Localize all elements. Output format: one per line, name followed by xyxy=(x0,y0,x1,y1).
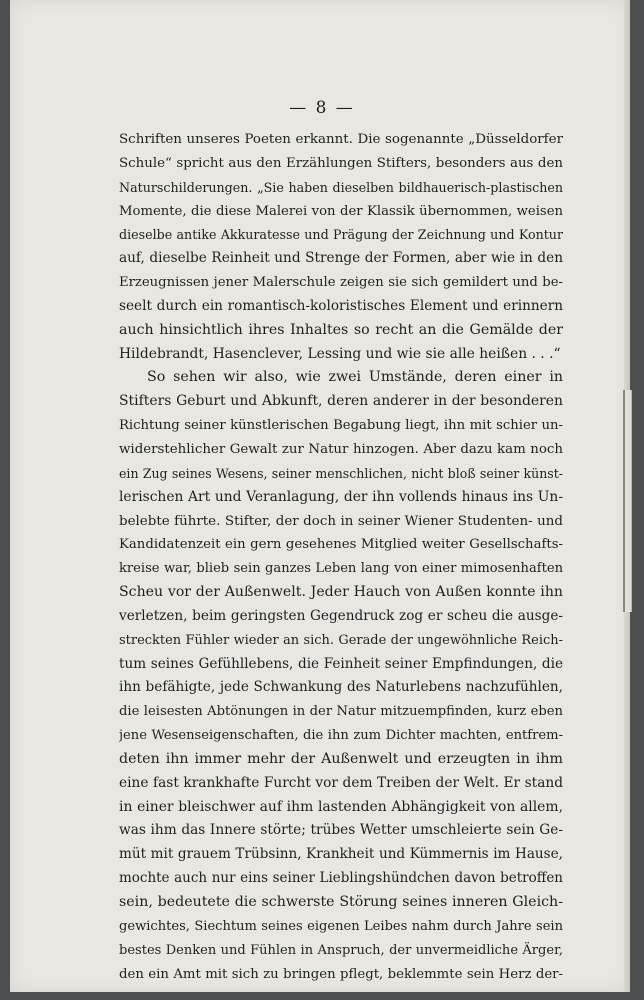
text-line: lerischen Art und Veranlagung, der ihn vollends hinaus ins Un- xyxy=(119,488,563,505)
text-line: kreise war, blieb sein ganzes Leben lang von einer mimosenhaften xyxy=(119,561,563,577)
text-line: Richtung seiner künstlerischen Begabung liegt, ihn mit schier un- xyxy=(119,418,563,434)
text-line: verletzen, beim geringsten Gegendruck zog er scheu die ausge- xyxy=(119,607,563,624)
text-line: auf, dieselbe Reinheit und Strenge der Formen, aber wie in den xyxy=(119,250,563,267)
text-line: So sehen wir also, wie zwei Umstände, deren einer in xyxy=(147,369,563,386)
text-line: sein, bedeutete die schwerste Störung seines inneren Gleich- xyxy=(119,894,563,910)
text-line: dieselbe antike Akkuratesse und Prägung der Zeichnung und Kontur xyxy=(119,227,563,243)
text-line: die leisesten Abtönungen in der Natur mitzuempfinden, kurz eben xyxy=(119,704,563,720)
text-line: Scheu vor der Außenwelt. Jeder Hauch von Außen konnte ihn xyxy=(119,584,563,601)
text-line: bestes Denken und Fühlen in Anspruch, der unvermeidliche Ärger, xyxy=(119,942,563,958)
page-number: — 8 — xyxy=(289,98,355,118)
text-line: Momente, die diese Malerei von der Klassik übernommen, weisen xyxy=(119,203,563,219)
text-line: mochte auch nur eins seiner Lieblingshündchen davon betroffen xyxy=(119,870,563,887)
text-line: Kandidatenzeit ein gern gesehenes Mitglied weiter Gesellschafts- xyxy=(119,537,563,553)
text-line: Schule“ spricht aus den Erzählungen Stifters, besonders aus den xyxy=(119,155,563,171)
text-line: gewichtes, Siechtum seines eigenen Leibes nahm durch Jahre sein xyxy=(119,918,563,934)
text-line: den ein Amt mit sich zu bringen pflegt, beklemmte sein Herz der- xyxy=(119,966,563,982)
text-line: ihn befähigte, jede Schwankung des Naturlebens nachzufühlen, xyxy=(119,679,563,696)
body-text xyxy=(119,128,563,986)
text-line: ein Zug seines Wesens, seiner menschlichen, nicht bloß seiner künst- xyxy=(119,465,563,481)
text-line: widerstehlicher Gewalt zur Natur hinzogen. Aber dazu kam noch xyxy=(119,441,563,457)
text-line: eine fast krankhafte Furcht vor dem Treiben der Welt. Er stand xyxy=(119,774,563,791)
text-line: müt mit grauem Trübsinn, Krankheit und Kümmernis im Hause, xyxy=(119,846,563,863)
text-line: Schriften unseres Poeten erkannt. Die sogenannte „Düsseldorfer xyxy=(119,132,563,147)
text-line: tum seines Gefühllebens, die Feinheit seiner Empfindungen, die xyxy=(119,655,563,672)
text-line: was ihm das Innere störte; trübes Wetter umschleierte sein Ge- xyxy=(119,822,563,839)
text-line: Hildebrandt, Hasenclever, Lessing und wie sie alle heißen . . .“ xyxy=(119,345,561,362)
text-line: seelt durch ein romantisch-koloristisches Element und erinnern xyxy=(119,297,563,314)
text-line: streckten Fühler wieder an sich. Gerade der ungewöhnliche Reich- xyxy=(119,632,563,648)
text-line: Stifters Geburt und Abkunft, deren anderer in der besonderen xyxy=(119,393,563,410)
text-line: jene Wesenseigenschaften, die ihn zum Dichter machten, entfrem- xyxy=(119,728,563,744)
text-line: deten ihn immer mehr der Außenwelt und erzeugten in ihm xyxy=(119,750,563,767)
text-line: Erzeugnissen jener Malerschule zeigen sie sich gemildert und be- xyxy=(119,275,563,291)
text-line: auch hinsichtlich ihres Inhaltes so recht an die Gemälde der xyxy=(119,321,563,338)
text-line: Naturschilderungen. „Sie haben dieselben bildhauerisch-plastischen xyxy=(119,179,563,195)
text-line: belebte führte. Stifter, der doch in seiner Wiener Studenten- und xyxy=(119,513,563,529)
binding-mark xyxy=(623,390,632,612)
text-line: in einer bleischwer auf ihm lastenden Abhängigkeit von allem, xyxy=(119,798,563,815)
